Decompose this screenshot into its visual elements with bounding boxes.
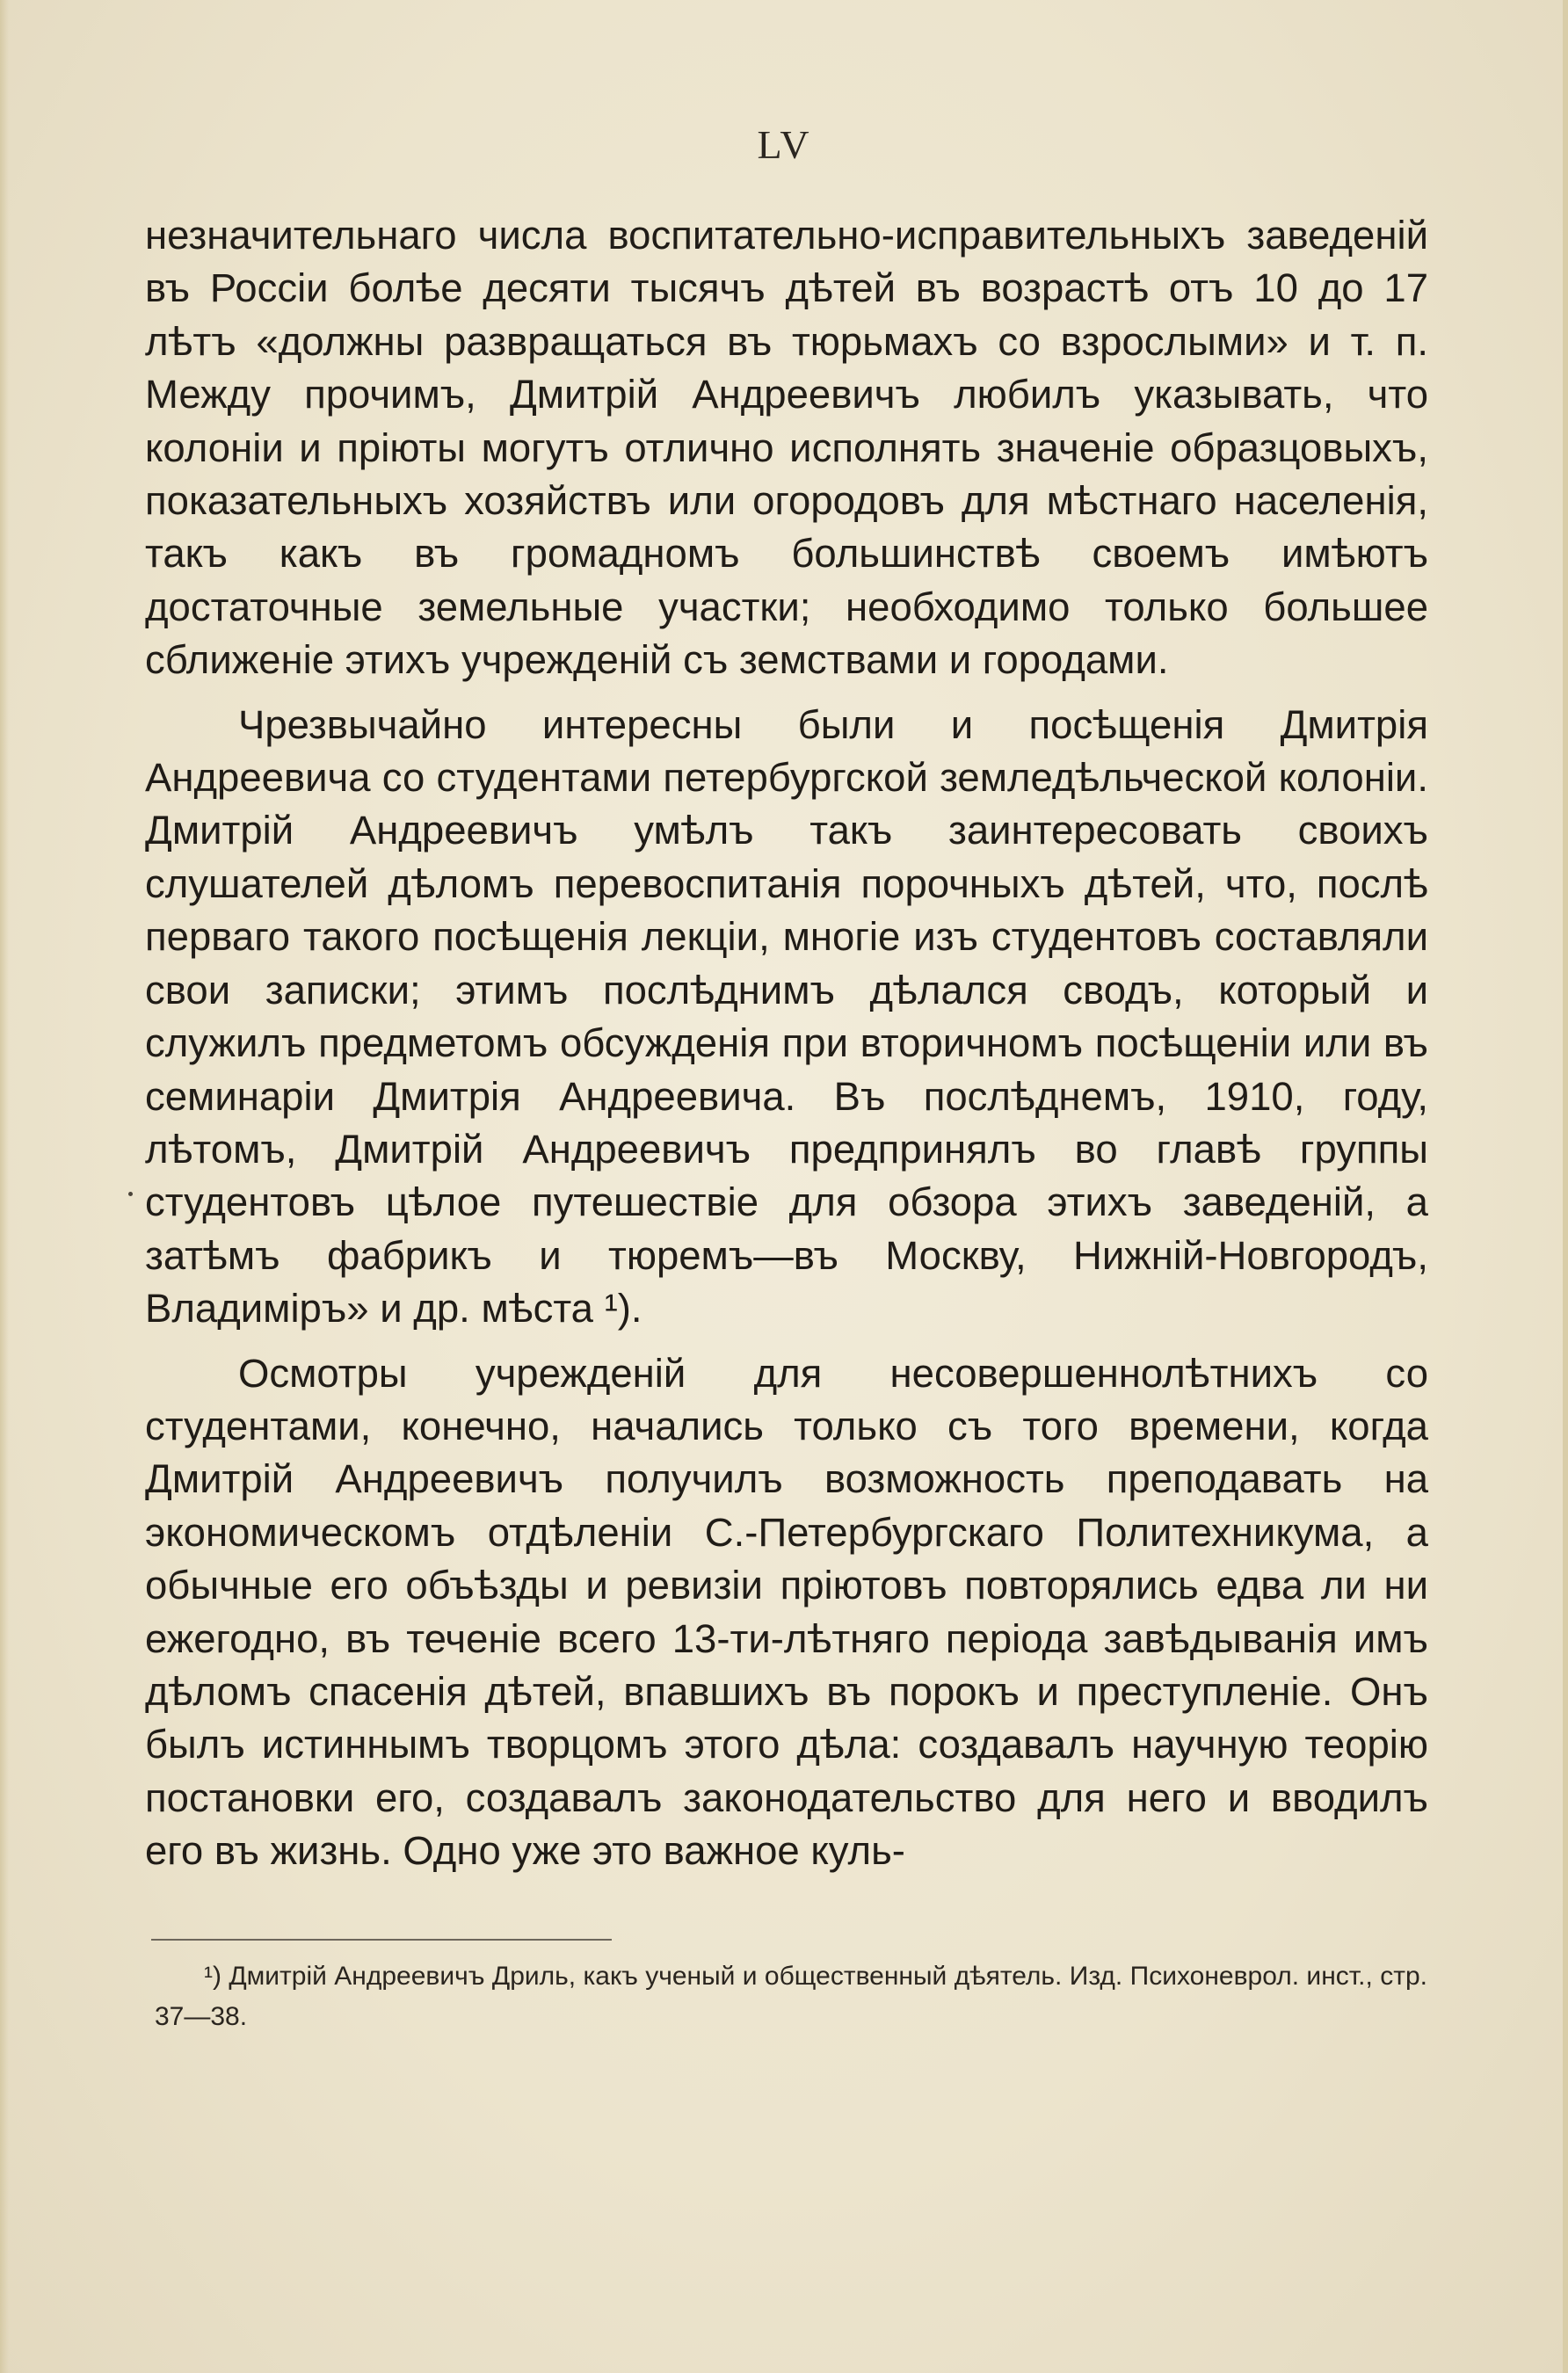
paragraph-1: незначительнаго числа воспитательно-исправительныхъ заведеній въ Россіи болѣе десяти тысячъ дѣтей въ возрастѣ отъ 10 до 17 лѣтъ «должны развращаться въ тюрьмахъ со взрослыми» и т. п. Между прочимъ, Дмитрій Андреевичъ любилъ указывать, что колоніи и пріюты могутъ отлично исполнять значеніе образцовыхъ, показательныхъ хозяйствъ или огородовъ для мѣстнаго населенія, такъ какъ въ громадномъ большинствѣ своемъ имѣютъ достаточные земельные участки; необходимо только большее сближеніе этихъ учрежденій съ земствами и городами. [145, 213, 1428, 683]
footnote-1: ¹) Дмитрій Андреевичъ Дриль, какъ ученый и общественный дѣятель. Изд. Психоневрол. инст., стр. 37—38. [155, 1962, 1427, 2031]
main-text [145, 209, 1428, 1878]
page-edge-shadow [0, 0, 9, 2373]
footnotes [155, 1956, 1427, 2037]
paragraph-2: Чрезвычайно интересны были и посѣщенія Дмитрія Андреевича со студентами петербургской земледѣльческой колоніи. Дмитрій Андреевичъ умѣлъ такъ заинтересовать своихъ слушателей дѣломъ перевоспитанія порочныхъ дѣтей, что, послѣ перваго такого посѣщенія лекціи, многіе изъ студентовъ составляли свои записки; этимъ послѣднимъ дѣлался сводъ, который и служилъ предметомъ обсужденія при вторичномъ посѣщеніи или въ семинаріи Дмитрія Андреевича. Въ послѣднемъ, 1910, году, лѣтомъ, Дмитрій Андреевичъ предпринялъ во главѣ группы студентовъ цѣлое путешествіе для обзора этихъ заведеній, а затѣмъ фабрикъ и тюремъ—въ Москву, Нижній-Новгородъ, Владиміръ» и др. мѣста ¹). [145, 701, 1428, 1332]
margin-mark [128, 1192, 133, 1196]
footnote-divider [151, 1939, 612, 1941]
paragraph-3: Осмотры учрежденій для несовершеннолѣтнихъ со студентами, конечно, начались только съ того времени, когда Дмитрій Андреевичъ получилъ возможность преподавать на экономическомъ отдѣленіи С.-Петербургскаго Политехникума, а обычные его объѣзды и ревизіи пріютовъ повторялись едва ли ни ежегодно, въ теченіе всего 13-ти-лѣтняго періода завѣдыванія имъ дѣломъ спасенія дѣтей, впавшихъ въ порокъ и преступленіе. Онъ былъ истиннымъ творцомъ этого дѣла: создавалъ научную теорію постановки его, создавалъ законодательство для него и вводилъ его въ жизнь. Одно уже это важное куль- [145, 1350, 1428, 1874]
page-number: LV [757, 122, 811, 167]
